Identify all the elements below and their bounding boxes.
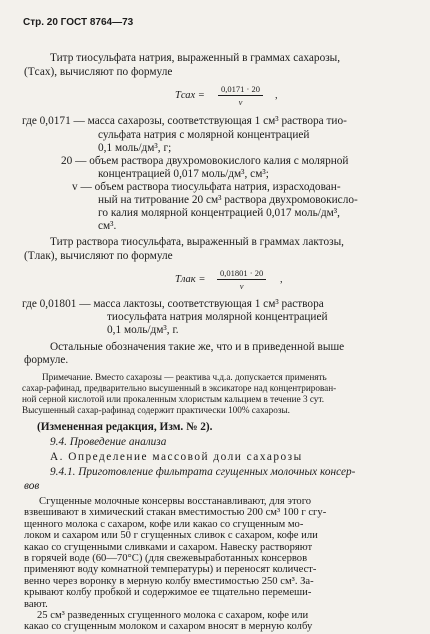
note-line: сахар-рафинад, предварительно высушенный в эксикаторе над концентрирован- xyxy=(22,383,337,393)
note-line: Примечание. Вместо сахарозы — реактива ч.д.а. допускается применять xyxy=(42,372,327,382)
body-line: Титр тиосульфата натрия, выраженный в граммах сахарозы, xyxy=(50,52,341,64)
body-line: в горячей воде (60—70°С) (для свежевыработанных консервов xyxy=(24,553,308,564)
body-line: крывают колбу пробкой и содержимое ее тщательно перемеши- xyxy=(24,587,312,599)
definition-line: го калия молярной концентрацией 0,017 моль/дм³, xyxy=(98,207,341,219)
body-line: вают. xyxy=(24,598,48,610)
formula-lhs: Tлак = xyxy=(175,274,206,285)
body-line: щенного молока с сахаром, кофе или какао со сгущенным мо- xyxy=(24,518,304,530)
definition-line: v — объем раствора тиосульфата натрия, израсходован- xyxy=(72,181,341,193)
definition-line: см³. xyxy=(98,220,117,232)
body-line: (Tлак), вычисляют по формуле xyxy=(24,250,173,262)
note-line: ной серной кислотой или прокаленным хлористым кальцием в течение 3 сут. xyxy=(22,394,325,404)
definition-line: тиосульфата натрия молярной концентрацией xyxy=(107,311,328,323)
formula-fraction xyxy=(218,84,263,107)
definition-line: 20 — объем раствора двухромовокислого калия с молярной xyxy=(61,155,349,167)
body-line: локом и сахаром или 50 г сгущенных сливок с сахаром, кофе или xyxy=(24,530,318,542)
formula-numerator: 0,0171 · 20 xyxy=(218,84,263,96)
edition-note: (Измененная редакция, Изм. № 2). xyxy=(37,421,213,433)
body-line: какао со сгущенными сливками и сахаром. Навеску растворяют xyxy=(24,541,313,553)
section-9-4-1-heading: 9.4.1. Приготовление фильтрата сгущенных молочных консер- xyxy=(50,466,356,478)
definition-line: ный на титрование 20 см³ раствора двухромовокисло- xyxy=(98,194,358,206)
body-line: взвешивают в химический стакан вместимостью 200 см³ 100 г сгу- xyxy=(24,507,327,519)
body-line: (Tсах), вычисляют по формуле xyxy=(24,66,173,78)
section-9-4-1-heading-cont: вов xyxy=(24,480,40,492)
formula-end: , xyxy=(275,90,278,101)
note-line: Высушенный сахар-рафинад содержит практически 100% сахарозы. xyxy=(22,405,290,415)
body-line: Сгущенные молочные консервы восстанавливают, для этого xyxy=(39,496,312,507)
definition-line: концентрацией 0,017 моль/дм³, см³; xyxy=(98,168,269,180)
body-line: формуле. xyxy=(24,354,69,366)
section-9-4-heading: 9.4. Проведение анализа xyxy=(50,436,167,448)
formula-lhs: Tсах = xyxy=(175,90,205,101)
formula-denominator: v xyxy=(239,281,244,291)
body-line: венно через воронку в мерную колбу вместимостью 250 см³. За- xyxy=(24,575,314,587)
formula-sucrose xyxy=(175,84,295,112)
definition-line: где 0,01801 — масса лактозы, соответствующая 1 см³ раствора xyxy=(22,298,324,310)
formula-denominator: v xyxy=(238,97,243,107)
section-a-heading: А. Определение массовой доли сахарозы xyxy=(50,451,303,463)
definition-line: 0,1 моль/дм³, г; xyxy=(98,142,172,154)
definition-line: 0,1 моль/дм³, г. xyxy=(107,324,179,336)
body-line: Остальные обозначения такие же, что и в приведенной выше xyxy=(50,341,345,353)
formula-numerator: 0,01801 · 20 xyxy=(217,268,266,280)
page-header: Стр. 20 ГОСТ 8764—73 xyxy=(23,17,134,28)
definition-line: где 0,0171 — масса сахарозы, соответствующая 1 см³ раствора тио- xyxy=(22,115,347,127)
body-line: Титр раствора тиосульфата, выраженный в граммах лактозы, xyxy=(50,236,344,248)
formula-lactose xyxy=(175,268,300,296)
formula-fraction xyxy=(217,268,266,291)
formula-end: , xyxy=(280,274,283,285)
body-line: применяют воду комнатной температуры) и переносят количест- xyxy=(24,564,317,576)
definition-line: сульфата натрия с молярной концентрацией xyxy=(98,129,310,141)
body-line: какао со сгущенным молоком и сахаром вносят в мерную колбу xyxy=(24,621,313,633)
body-line: 25 см³ разведенных сгущенного молока с сахаром, кофе или xyxy=(37,610,309,621)
